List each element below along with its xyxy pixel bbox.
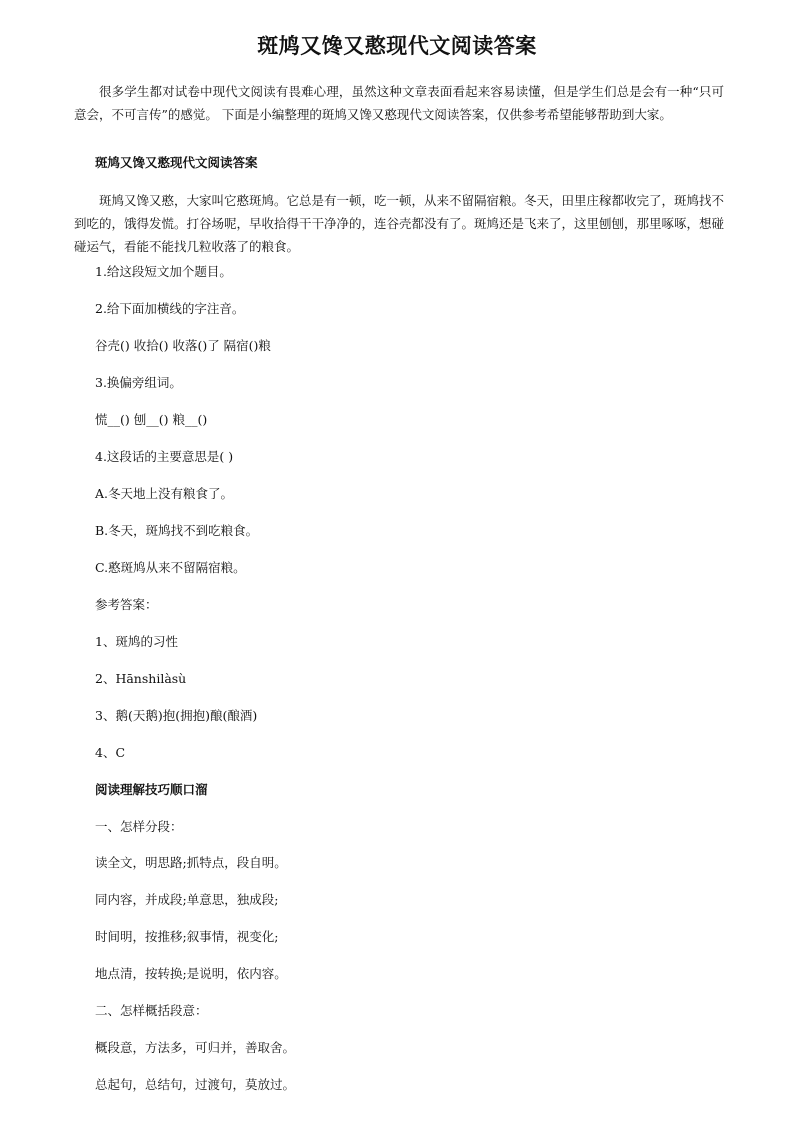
tips-line-2: 同内容，并成段;单意思，独成段; <box>95 892 279 907</box>
answer-2: 2、Hānshilàsù <box>95 671 187 686</box>
question-4: 4.这段话的主要意思是( ) <box>95 449 234 464</box>
question-4-option-b: B.冬天，斑鸠找不到吃粮食。 <box>95 523 259 538</box>
document-title: 斑鸠又馋又憨现代文阅读答案 <box>257 34 537 58</box>
question-2-items: 谷壳() 收拾() 收落()了 隔宿()粮 <box>95 338 271 353</box>
tips-line-5: 概段意，方法多，可归并，善取舍。 <box>95 1040 296 1055</box>
tips-line-3: 时间明，按推移;叙事情，视变化; <box>95 929 279 944</box>
answer-3: 3、鹅(天鹅)抱(拥抱)酿(酿酒) <box>95 708 258 723</box>
tips-subheading-2: 二、怎样概括段意： <box>95 1003 208 1018</box>
question-1: 1.给这段短文加个题目。 <box>95 264 232 279</box>
tips-line-1: 读全文，明思路;抓特点，段自明。 <box>95 855 287 870</box>
tips-line-4: 地点清，按转换;是说明，依内容。 <box>95 966 287 981</box>
answer-4: 4、C <box>95 745 126 760</box>
question-4-option-c: C.憨斑鸠从来不留隔宿粮。 <box>95 560 246 575</box>
passage-paragraph: 斑鸠又馋又憨，大家叫它憨斑鸠。它总是有一顿，吃一顿，从来不留隔宿粮。冬天，田里庄稼都收完了，斑鸠找不到吃的，饿得发慌。打谷场呢，早收拾得干干净净的，连谷壳都没有了。斑鸠还是飞来了，这里刨刨，那里啄啄，想碰碰运气，看能不能找几粒收落了的粮食。 <box>74 193 725 254</box>
answer-1: 1、斑鸠的习性 <box>95 634 178 649</box>
question-2: 2.给下面加横线的字注音。 <box>95 301 245 316</box>
intro-paragraph: 很多学生都对试卷中现代文阅读有畏难心理，虽然这种文章表面看起来容易读懂，但是学生们总是会有一种“只可意会，不可言传”的感觉。 下面是小编整理的斑鸠又馋又憨现代文阅读答案，仅供参考希望能够帮助到大家。 <box>74 84 724 122</box>
tips-line-6: 总起句，总结句，过渡句，莫放过。 <box>95 1077 296 1092</box>
section-heading-tips: 阅读理解技巧顺口溜 <box>95 782 208 797</box>
section-heading-answers: 斑鸠又馋又憨现代文阅读答案 <box>95 155 258 170</box>
question-3: 3.换偏旁组词。 <box>95 375 182 390</box>
tips-subheading-1: 一、怎样分段： <box>95 819 183 834</box>
answer-label: 参考答案： <box>95 597 158 612</box>
question-3-items: 慌__() 刨__() 粮__() <box>95 412 208 427</box>
question-4-option-a: A.冬天地上没有粮食了。 <box>95 486 234 501</box>
